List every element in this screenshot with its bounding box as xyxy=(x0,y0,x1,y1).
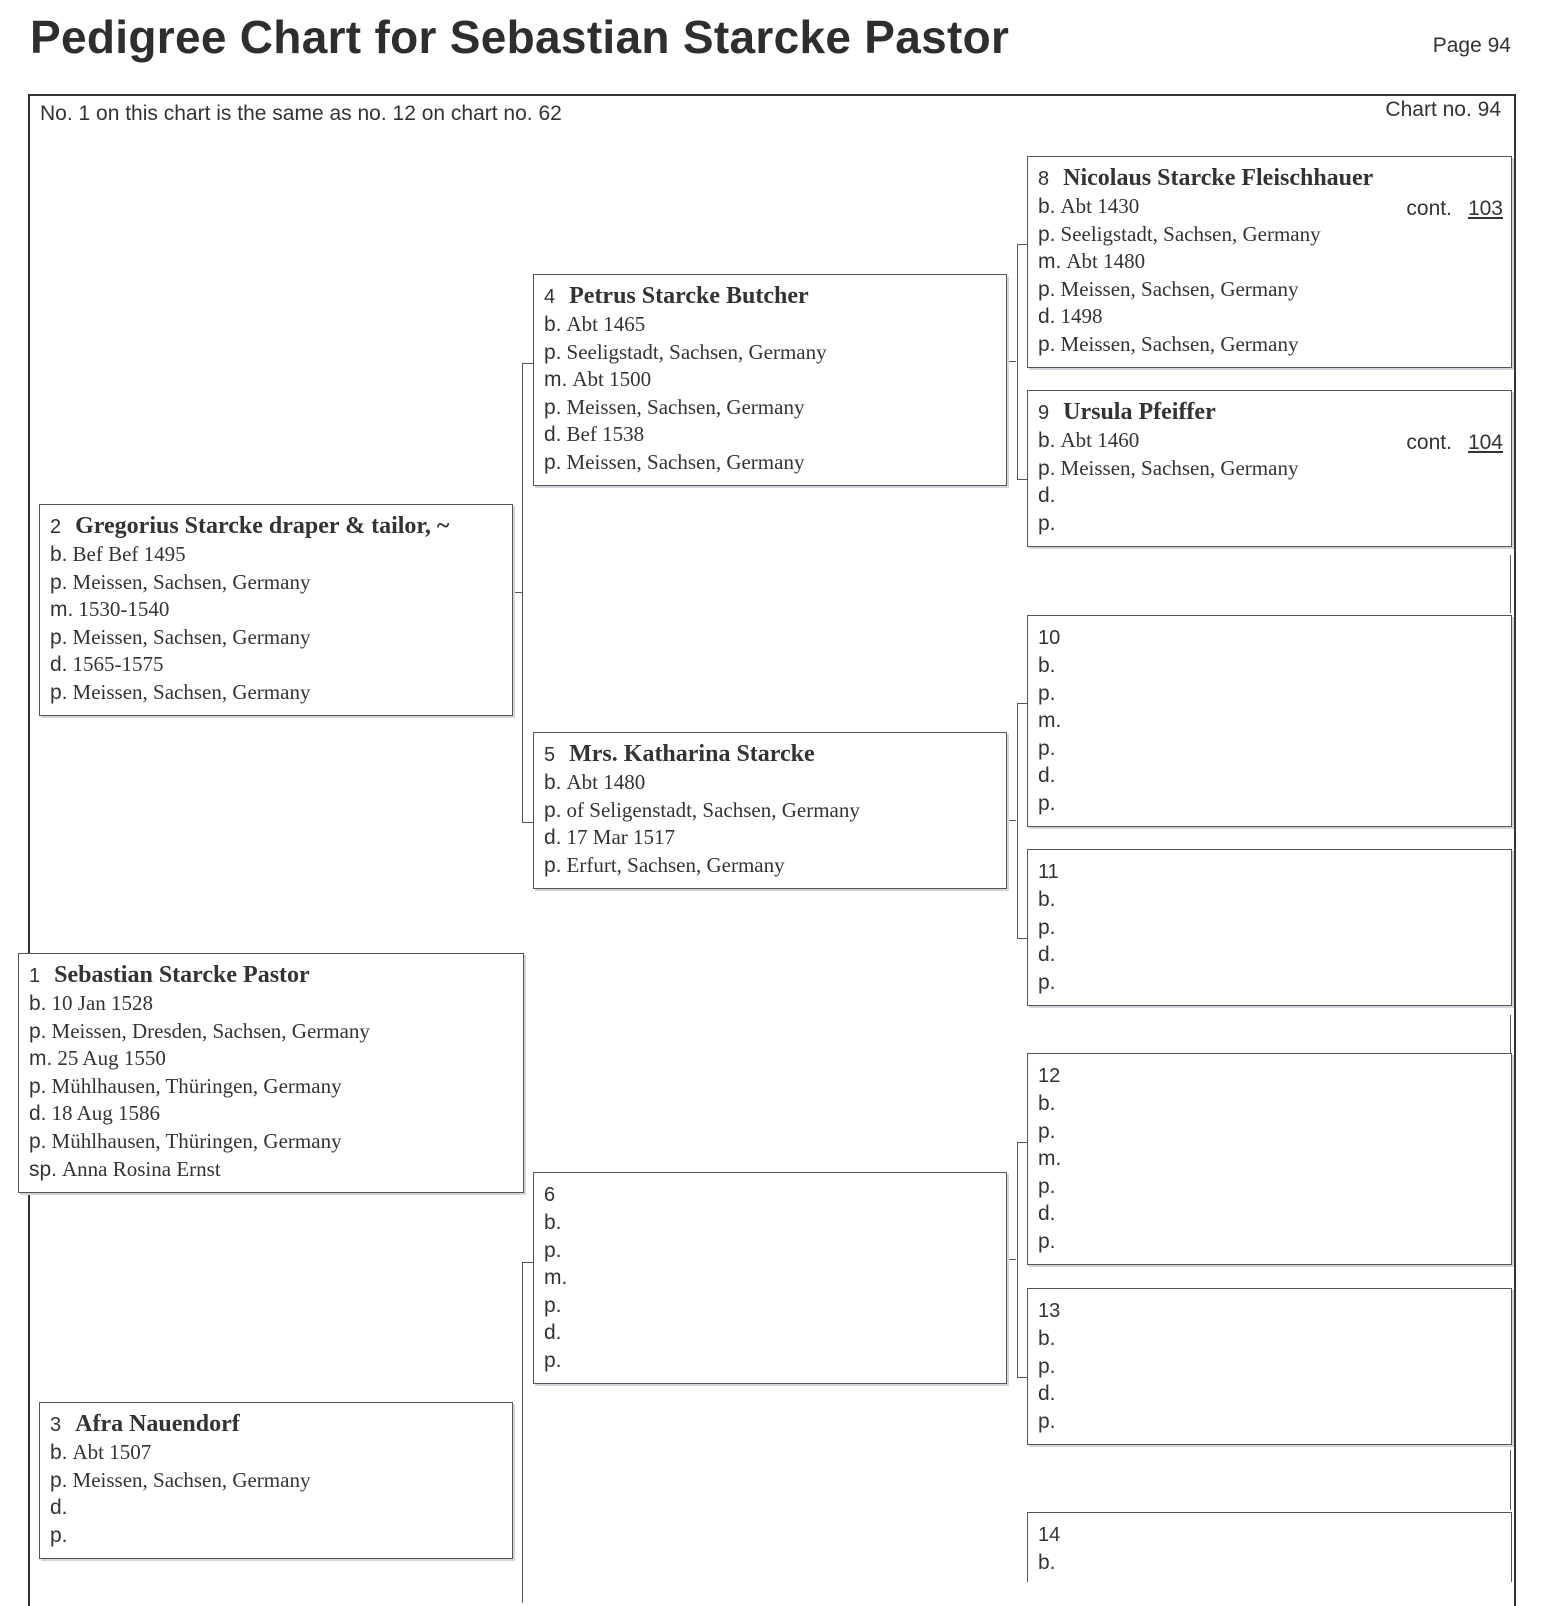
field-value: of Seligenstadt, Sachsen, Germany xyxy=(566,797,860,822)
field-label: b. xyxy=(1038,429,1056,452)
person-number: 6 xyxy=(544,1184,556,1206)
field-label: p. xyxy=(1038,1354,1056,1378)
field-label: p. xyxy=(1038,970,1056,994)
field-label: p. xyxy=(544,798,562,822)
field-label: m. xyxy=(544,1266,568,1290)
field-value: 1530-1540 xyxy=(78,597,170,622)
field-label: p. xyxy=(29,1074,47,1098)
field-label: b. xyxy=(1038,1551,1056,1574)
field-label: p. xyxy=(50,1523,68,1547)
person-number: 1 xyxy=(29,965,41,987)
field-label: p. xyxy=(50,570,68,594)
connector-stub-4 xyxy=(1006,361,1016,362)
field-label: p. xyxy=(544,1348,562,1372)
connector-stub-2 xyxy=(512,592,522,593)
field-label: p. xyxy=(544,340,562,364)
connector-4-5 xyxy=(522,363,533,823)
field-value: 1498 xyxy=(1060,304,1103,329)
field-label: p. xyxy=(1038,915,1056,939)
field-label: b. xyxy=(1038,1092,1056,1115)
person-box-10[interactable] xyxy=(1027,615,1512,827)
field-label: d. xyxy=(1038,764,1056,788)
field-label: p. xyxy=(1038,456,1056,480)
field-value: Meissen, Sachsen, Germany xyxy=(1060,455,1299,480)
field-value: Meissen, Sachsen, Germany xyxy=(566,449,805,474)
field-label: p. xyxy=(50,1468,68,1492)
field-label: p. xyxy=(1038,736,1056,760)
person-name: Mrs. Katharina Starcke xyxy=(569,741,815,767)
field-value: Seeligstadt, Sachsen, Germany xyxy=(1060,221,1321,246)
field-label: p. xyxy=(1038,1409,1056,1433)
field-label: d. xyxy=(544,826,562,850)
chart-note: No. 1 on this chart is the same as no. 12 on chart no. 62 xyxy=(40,102,562,125)
field-label: b. xyxy=(544,1211,562,1234)
person-number: 11 xyxy=(1038,861,1059,883)
field-value: Abt 1480 xyxy=(566,770,646,794)
field-label: p. xyxy=(1038,681,1056,705)
field-label: d. xyxy=(1038,1202,1056,1226)
person-number: 14 xyxy=(1038,1524,1061,1546)
field-value: 17 Mar 1517 xyxy=(566,825,676,850)
field-value: Erfurt, Sachsen, Germany xyxy=(566,852,785,877)
field-label: m. xyxy=(544,368,568,392)
field-value: 10 Jan 1528 xyxy=(51,991,154,1015)
field-label: p. xyxy=(1038,1174,1056,1198)
person-number: 13 xyxy=(1038,1300,1061,1322)
field-value: Abt 1500 xyxy=(572,367,652,392)
field-value: 1565-1575 xyxy=(72,652,164,677)
person-box-6[interactable] xyxy=(533,1172,1007,1384)
field-value: Abt 1480 xyxy=(1066,249,1146,274)
person-box-8[interactable] xyxy=(1027,156,1512,368)
continuation-link[interactable] xyxy=(1406,431,1503,455)
field-value: Meissen, Sachsen, Germany xyxy=(72,624,311,649)
page-title: Pedigree Chart for Sebastian Starcke Pastor xyxy=(30,11,1010,63)
field-label: b. xyxy=(1038,888,1056,911)
person-number: 8 xyxy=(1038,168,1050,190)
field-value: Abt 1430 xyxy=(1060,194,1140,218)
field-value: Meissen, Sachsen, Germany xyxy=(1060,331,1299,356)
connector-6-7 xyxy=(522,1262,533,1603)
field-label: d. xyxy=(29,1102,47,1126)
person-box-5[interactable] xyxy=(533,732,1007,889)
person-box-9[interactable] xyxy=(1027,390,1512,547)
field-label: p. xyxy=(544,1293,562,1317)
field-value: Meissen, Sachsen, Germany xyxy=(1060,276,1299,301)
field-value: Meissen, Dresden, Sachsen, Germany xyxy=(51,1018,370,1043)
field-label: p. xyxy=(1038,1119,1056,1143)
field-label: b. xyxy=(29,992,47,1015)
field-value: Meissen, Sachsen, Germany xyxy=(566,394,805,419)
person-box-14[interactable] xyxy=(1027,1512,1512,1582)
field-label: sp. xyxy=(29,1157,58,1181)
chart-number: Chart no. 94 xyxy=(1385,98,1501,121)
field-label: m. xyxy=(1038,1147,1062,1171)
person-name: Petrus Starcke Butcher xyxy=(569,283,809,309)
field-value: 18 Aug 1586 xyxy=(51,1101,161,1126)
person-number: 12 xyxy=(1038,1065,1061,1087)
field-value: Bef Bef 1495 xyxy=(72,542,186,566)
field-label: p. xyxy=(1038,277,1056,301)
person-box-11[interactable] xyxy=(1027,849,1512,1006)
person-number: 4 xyxy=(544,286,556,308)
continuation-ref[interactable]: 103 xyxy=(1467,197,1503,220)
field-label: m. xyxy=(1038,709,1062,733)
person-name: Gregorius Starcke draper & tailor, ~ xyxy=(75,513,450,539)
field-label: b. xyxy=(544,313,562,336)
field-value: Meissen, Sachsen, Germany xyxy=(72,1467,311,1492)
person-name: Nicolaus Starcke Fleischhauer xyxy=(1063,165,1374,191)
connector-stub-5 xyxy=(1006,820,1016,821)
right-line-a xyxy=(1510,555,1511,613)
field-label: b. xyxy=(1038,654,1056,677)
field-value: Anna Rosina Ernst xyxy=(62,1156,221,1181)
field-label: p. xyxy=(544,450,562,474)
field-value: Meissen, Sachsen, Germany xyxy=(72,679,311,704)
field-label: d. xyxy=(1038,1382,1056,1406)
field-label: m. xyxy=(29,1047,53,1071)
field-label: p. xyxy=(29,1129,47,1153)
page-number: Page 94 xyxy=(1432,34,1511,57)
field-label: p. xyxy=(544,853,562,877)
field-label: p. xyxy=(1038,1229,1056,1253)
field-label: p. xyxy=(29,1019,47,1043)
field-label: d. xyxy=(50,653,68,677)
person-box-4[interactable] xyxy=(533,274,1007,486)
field-label: d. xyxy=(544,1321,562,1345)
field-value: 25 Aug 1550 xyxy=(57,1046,166,1071)
field-label: d. xyxy=(1038,484,1056,508)
field-label: p. xyxy=(1038,791,1056,815)
right-line-c xyxy=(1510,1450,1511,1510)
continuation-label: cont. xyxy=(1406,197,1452,220)
field-value: Meissen, Sachsen, Germany xyxy=(72,569,311,594)
field-label: m. xyxy=(1038,250,1062,274)
field-label: d. xyxy=(544,423,562,447)
person-box-13[interactable] xyxy=(1027,1288,1512,1445)
field-label: p. xyxy=(1038,511,1056,535)
field-label: b. xyxy=(1038,1327,1056,1350)
field-label: p. xyxy=(544,1238,562,1262)
person-number: 10 xyxy=(1038,627,1061,649)
person-number: 3 xyxy=(50,1414,62,1436)
person-box-2[interactable] xyxy=(39,504,513,716)
person-number: 2 xyxy=(50,516,62,538)
field-label: p. xyxy=(544,395,562,419)
field-label: d. xyxy=(50,1496,68,1520)
person-number: 9 xyxy=(1038,402,1050,424)
field-value: Mühlhausen, Thüringen, Germany xyxy=(51,1128,342,1153)
field-label: m. xyxy=(50,598,74,622)
person-name: Sebastian Starcke Pastor xyxy=(54,962,310,988)
field-label: b. xyxy=(50,1441,68,1464)
person-box-12[interactable] xyxy=(1027,1053,1512,1265)
connector-stub-6 xyxy=(1006,1259,1016,1260)
person-name: Ursula Pfeiffer xyxy=(1063,399,1216,425)
person-name: Afra Nauendorf xyxy=(75,1411,240,1437)
field-value: Abt 1460 xyxy=(1060,428,1140,452)
field-label: p. xyxy=(1038,332,1056,356)
person-box-3[interactable] xyxy=(39,1402,513,1559)
field-value: Abt 1465 xyxy=(566,312,646,336)
field-label: p. xyxy=(50,680,68,704)
field-value: Abt 1507 xyxy=(72,1440,152,1464)
continuation-link[interactable] xyxy=(1406,197,1503,221)
field-value: Mühlhausen, Thüringen, Germany xyxy=(51,1073,342,1098)
field-value: Bef 1538 xyxy=(566,422,645,447)
field-label: b. xyxy=(50,543,68,566)
continuation-label: cont. xyxy=(1406,431,1452,454)
person-number: 5 xyxy=(544,744,556,766)
field-label: d. xyxy=(1038,305,1056,329)
field-label: b. xyxy=(544,771,562,794)
person-box-1[interactable] xyxy=(18,953,524,1193)
field-label: d. xyxy=(1038,943,1056,967)
field-label: p. xyxy=(50,625,68,649)
field-value: Seeligstadt, Sachsen, Germany xyxy=(566,339,827,364)
continuation-ref[interactable]: 104 xyxy=(1467,431,1503,454)
field-label: b. xyxy=(1038,195,1056,218)
field-label: p. xyxy=(1038,222,1056,246)
